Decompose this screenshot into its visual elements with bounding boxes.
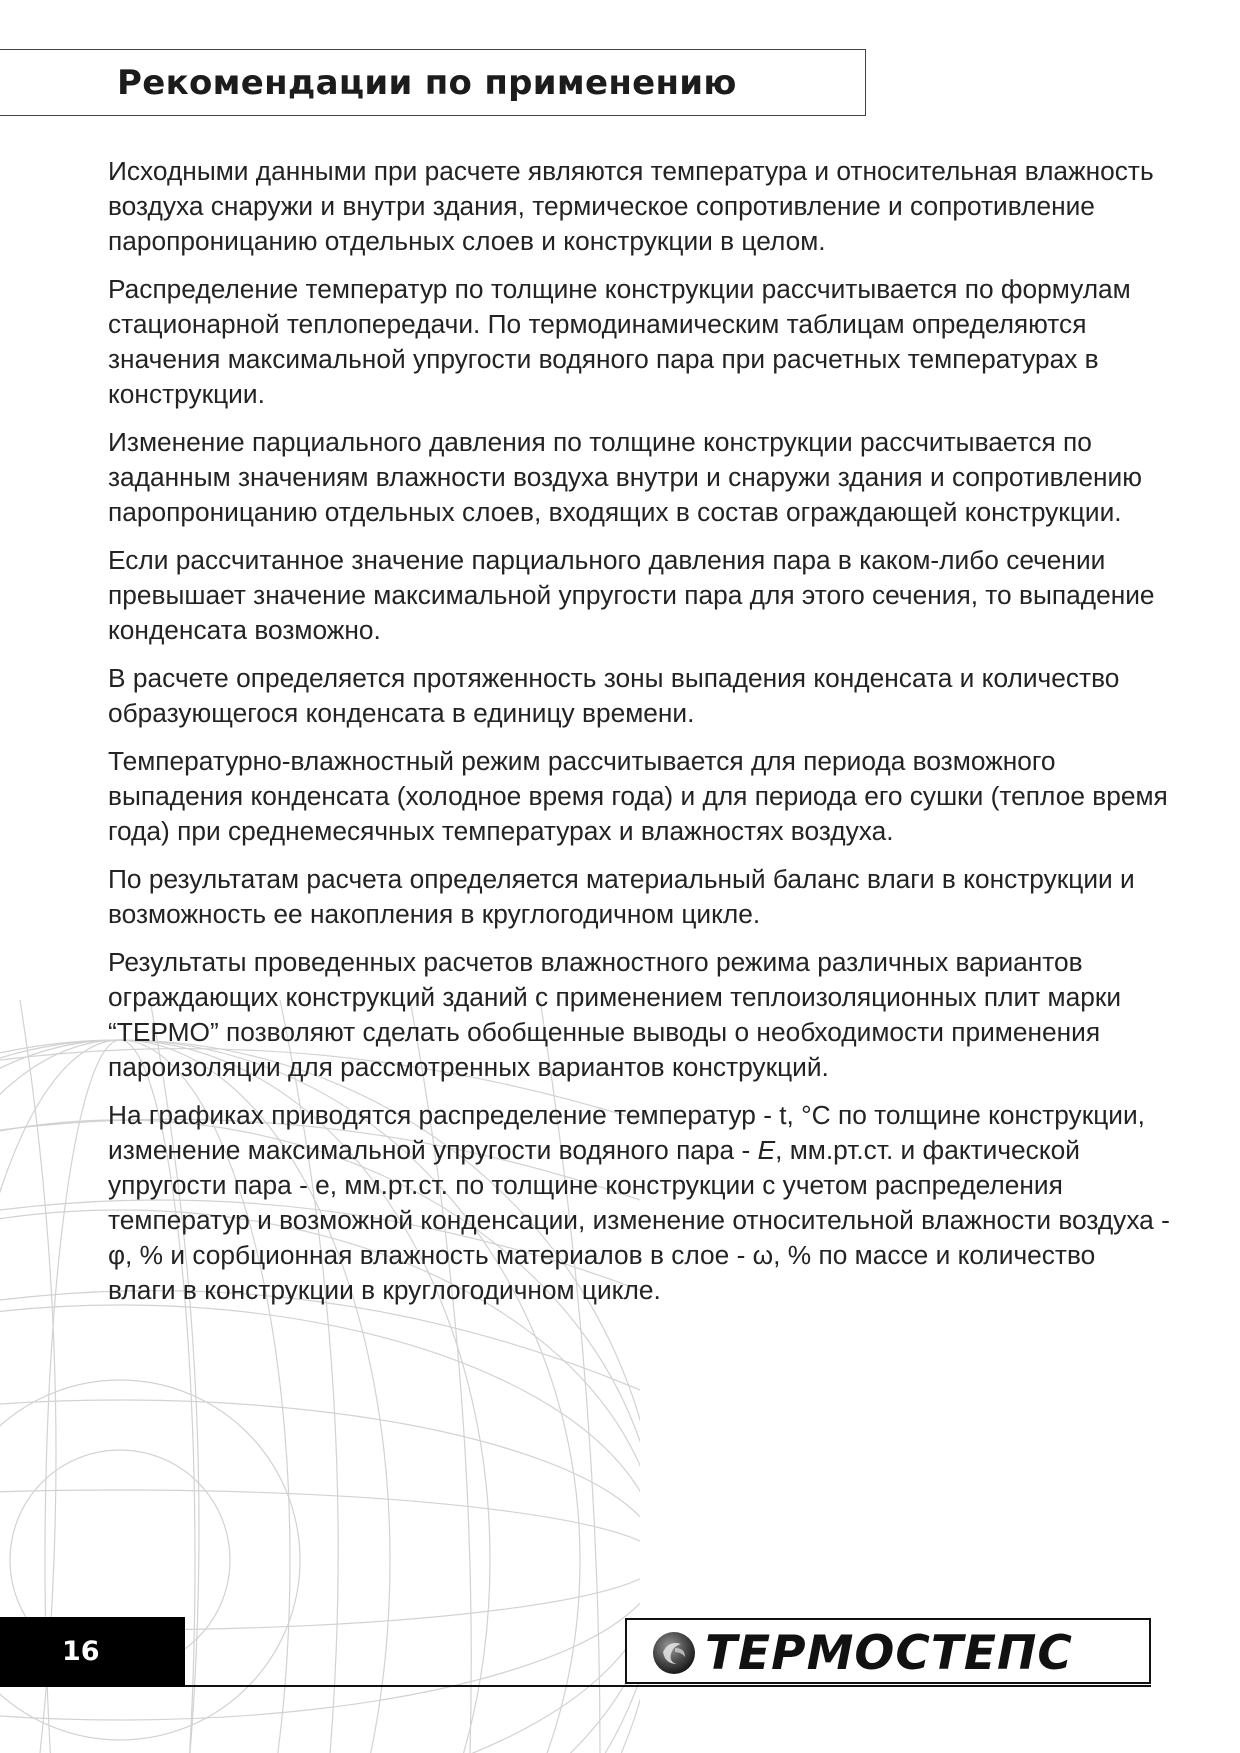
paragraph: В расчете определяется протяженность зоны выпадения конденсата и количество образующегося конденсата в единицу времени. [108,663,1120,728]
page-title: Рекомендации по применению [117,63,737,103]
header-box [0,49,866,116]
logo-text: ТЕРМОСТЕПС [705,1626,1073,1681]
paragraph: Результаты проведенных расчетов влажностного режима различных вариантов ограждающих конструкций зданий с применением теплоизоляционных плит марки “ТЕРМО” позволяют сделать обобщенные выводы о необходимости применения пароизоляции для рассмотренных вариантов конструкций. [108,947,1122,1082]
paragraph: По результатам расчета определяется материальный баланс влаги в конструкции и возможность ее накопления в круглогодичном цикле. [108,864,1135,929]
footer-divider [185,1685,1151,1687]
paragraph-part: На графиках приводятся распределение температур - t, °С по толщине конструкции, изменение максимальной упругости водяного пара - [108,1100,1145,1165]
paragraph: Изменение парциального давления по толщине конструкции рассчитывается по заданным значениям влажности воздуха внутри и снаружи здания и сопротивлению паропроницанию отдельных слоев, входящих в состав ограждающей конструкции. [108,427,1142,527]
brand-logo [625,1618,1151,1684]
page-number: 16 [62,1636,100,1667]
paragraph-graphs [108,1098,1170,1308]
paragraph: Если рассчитанное значение парциального давления пара в каком-либо сечении превышает значение максимальной упругости пара для этого сечения, то выпадение конденсата возможно. [108,545,1155,645]
page-number-box [0,1617,185,1687]
paragraph: Исходными данными при расчете являются температура и относительная влажность воздуха снаружи и внутри здания, термическое сопротивление и сопротивление паропроницанию отдельных слоев и конструкции в целом. [108,156,1154,256]
paragraph-part: , мм.рт.ст. и фактической упругости пара - е, мм.рт.ст. по толщине конструкции с учетом распределения температур и возможной конденсации, изменение относительной влажности воздуха - φ, % и сорбционная влажность материалов в слое - ω, % по массе и количество влаги в конструкции в круглогодичном цикле. [108,1135,1170,1305]
body-text [108,154,1170,1308]
paragraph: Температурно-влажностный режим рассчитывается для периода возможного выпадения конденсата (холодное время года) и для периода его сушки (теплое время года) при среднемесячных температурах и влажностях воздуха. [108,746,1168,846]
termosteps-logo-icon [651,1630,697,1676]
symbol-E: Е [757,1135,776,1165]
paragraph: Распределение температур по толщине конструкции рассчитывается по формулам стационарной теплопередачи. По термодинамическим таблицам определяются значения максимальной упругости водяного пара при расчетных температурах в конструкции. [108,274,1131,409]
